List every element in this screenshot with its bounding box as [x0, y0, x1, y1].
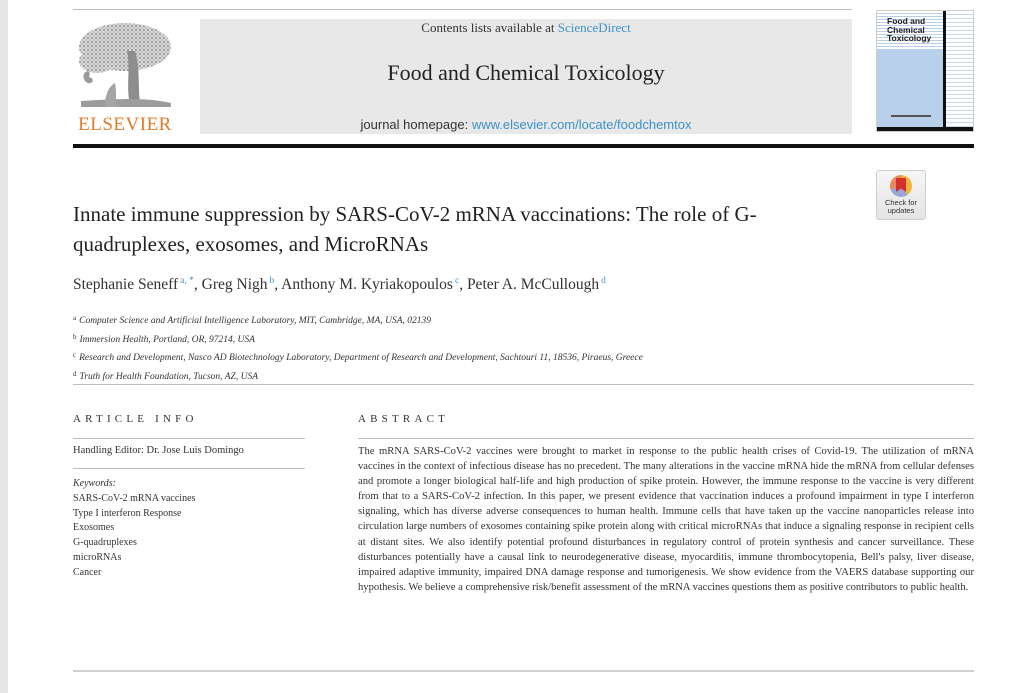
abstract-text: The mRNA SARS-CoV-2 vaccines were brought to market in response to the public health crises of Covid-19. The utilization of mRNA vaccines in the context of infectious disease has no precedent. The many alterations in the vaccine mRNA hide the mRNA from cellular defenses and promote a longer biological half-life and high production of spike protein. However, the immune response to the vaccine is very different from that to a SARS-CoV-2 infection. In this paper, we present evidence that vaccination induces a profound impairment in type I interferon signaling, which has diverse adverse consequences to human health. Immune cells that have taken up the vaccine nanoparticles release into circulation large numbers of exosomes containing spike protein along with critical microRNAs that induce a signaling response in recipient cells at distant sites. We also identify potential profound disturbances in regulatory control of protein synthesis and cancer surveillance. These disturbances potentially have a causal link to neurodegenerative disease, myocarditis, immune thrombocytopenia, Bell's palsy, liver disease, impaired adaptive immunity, impaired DNA damage response and tumorigenesis. We show evidence from the VAERS database supporting our hypothesis. We believe a comprehensive risk/benefit assessment of the mRNA vaccines questions them as positive contributors to public health. [358, 446, 974, 593]
affiliation-key: a [73, 314, 77, 322]
handling-editor: Handling Editor: Dr. Jose Luis Domingo [73, 445, 244, 456]
check-for-updates-button[interactable] [876, 170, 926, 220]
author-separator: , [274, 276, 282, 293]
keywords-block [73, 477, 195, 581]
sciencedirect-link[interactable]: ScienceDirect [557, 20, 631, 35]
header-rule [73, 144, 974, 148]
affiliation-text: Truth for Health Foundation, Tucson, AZ, USA [79, 371, 258, 382]
page-margin [0, 0, 8, 693]
affiliation-text: Computer Science and Artificial Intelligence Laboratory, MIT, Cambridge, MA, USA, 02139 [79, 316, 432, 326]
cover-title-line: Chemical [887, 24, 925, 35]
journal-homepage-link[interactable]: www.elsevier.com/locate/foodchemtox [471, 117, 692, 132]
affiliation-key: d [73, 369, 77, 378]
author-name[interactable]: Stephanie Seneff [73, 276, 179, 293]
top-rule [73, 9, 852, 10]
affiliation-text: Research and Development, Nasco AD Biotechnology Laboratory, Department of Research and Development, Sachtouri 11, 18536, Piraeus, Greece [79, 353, 643, 363]
contents-prefix: Contents lists available at [421, 20, 558, 35]
cover-side-panel [946, 11, 974, 127]
check-updates-line: updates [887, 206, 915, 215]
affiliation-item [73, 330, 643, 349]
contents-line [200, 19, 852, 36]
article-info-heading: ARTICLE INFO [73, 413, 198, 425]
homepage-prefix: journal homepage: [360, 117, 472, 132]
author-name[interactable]: Greg Nigh [201, 276, 268, 293]
cover-bottom-bar [877, 127, 974, 132]
affiliation-text: Immersion Health, Portland, OR, 97214, USA [79, 334, 255, 345]
article-info-rule [73, 468, 305, 469]
author-name[interactable]: Anthony M. Kyriakopoulos [281, 276, 453, 293]
check-updates-label [877, 199, 925, 215]
affiliation-item [73, 311, 643, 330]
elsevier-tree-icon [75, 21, 173, 109]
cover-main [877, 11, 943, 127]
affiliation-key: b [73, 332, 77, 341]
affiliation-key: c [73, 351, 77, 359]
homepage-line [200, 117, 852, 132]
author-separator: , [459, 276, 467, 293]
author-affiliation-marker[interactable]: c [454, 276, 460, 286]
article-info-rule [73, 438, 305, 439]
affiliation-item [73, 367, 643, 386]
elsevier-logo[interactable] [73, 19, 177, 135]
journal-title: Food and Chemical Toxicology [387, 60, 665, 85]
affiliation-list [73, 311, 643, 385]
check-updates-line: Check for [884, 198, 918, 207]
section-divider [73, 384, 974, 385]
cover-title-line: Toxicology [887, 33, 932, 43]
cover-title [887, 17, 931, 43]
abstract-heading: ABSTRACT [358, 413, 450, 425]
journal-cover-thumbnail[interactable] [876, 10, 974, 132]
author-affiliation-marker[interactable]: b [269, 276, 275, 286]
keyword-item: G-quadruplexes [73, 537, 137, 549]
keyword-item: microRNAs [73, 551, 122, 563]
journal-banner [200, 19, 852, 134]
publisher-name: ELSEVIER [78, 114, 172, 135]
keyword-item: Exosomes [73, 522, 115, 534]
author-list [73, 276, 606, 294]
keyword-item: Cancer [73, 566, 102, 578]
affiliation-item [73, 348, 643, 367]
keyword-item: Type I interferon Response [73, 507, 182, 519]
bottom-rule [73, 670, 974, 672]
author-separator: , [193, 276, 202, 293]
cover-caption [891, 115, 931, 117]
keywords-label: Keywords: [73, 478, 116, 489]
author-affiliation-marker[interactable]: a, * [180, 276, 194, 286]
article-title: Innate immune suppression by SARS-CoV-2 mRNA vaccinations: The role of G-quadruplexes, exosomes, and MicroRNAs [73, 202, 757, 256]
author-affiliation-marker[interactable]: d [601, 276, 606, 286]
abstract-rule [358, 438, 974, 439]
keyword-item: SARS-CoV-2 mRNA vaccines [73, 492, 196, 504]
author-name[interactable]: Peter A. McCullough [466, 276, 600, 293]
cover-title-line: Food and [887, 16, 926, 26]
